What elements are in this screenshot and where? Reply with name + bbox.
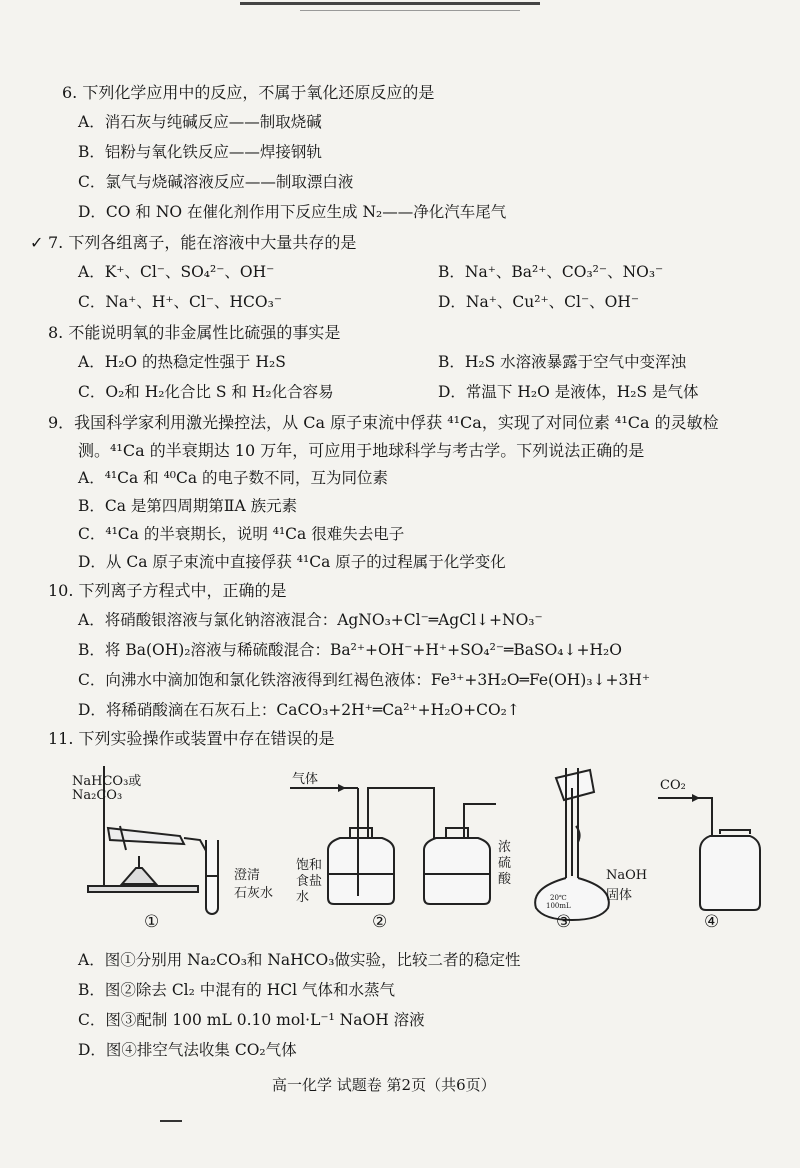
bottle-4-mouth [720,830,750,834]
heated-tube [108,828,184,844]
figure-4-number: ④ [704,912,720,932]
q7-option-b: B．Na⁺、Ba²⁺、CO₃²⁻、NO₃⁻ [438,263,664,281]
q11-option-c: C．图③配制 100 mL 0.10 mol·L⁻¹ NaOH 溶液 [78,1011,425,1029]
wash-bottle-1 [328,838,394,904]
q7-option-a: A．K⁺、Cl⁻、SO₄²⁻、OH⁻ [78,263,275,281]
q6-option-b: B．铝粉与氧化铁反应——焊接钢轨 [78,143,322,161]
q6-option-a: A．消石灰与纯碱反应——制取烧碱 [78,113,322,131]
d2-brine-label-2: 食盐 [296,874,323,889]
q8-stem: 8. 不能说明氧的非金属性比硫强的事实是 [48,323,341,342]
q8-option-a: A．H₂O 的热稳定性强于 H₂S [78,353,286,371]
apparatus-figures [60,758,780,938]
pouring-beaker [556,770,594,800]
q7-stem: 7. 下列各组离子，能在溶液中大量共存的是 [48,233,357,252]
q8-option-b: B．H₂S 水溶液暴露于空气中变浑浊 [438,353,687,371]
q11-stem: 11. 下列实验操作或装置中存在错误的是 [48,729,335,748]
figure-1-number: ① [144,912,160,932]
q8-option-d: D．常温下 H₂O 是液体，H₂S 是气体 [438,383,699,401]
q10-option-b: B．将 Ba(OH)₂溶液与稀硫酸混合：Ba²⁺+OH⁻+H⁺+SO₄²⁻═BaSO₄↓+H₂O [78,641,622,659]
q9-option-b: B．Ca 是第四周期第ⅡA 族元素 [78,497,298,515]
d3-naoh-label-2: 固体 [606,888,633,903]
q9-option-c: C．⁴¹Ca 的半衰期长，说明 ⁴¹Ca 很难失去电子 [78,525,405,543]
stand-base [88,886,198,892]
d2-gas-label: 气体 [292,772,319,787]
d1-reagent-label-1: NaHCO₃或 [72,774,142,789]
q11-option-b: B．图②除去 Cl₂ 中混有的 HCl 气体和水蒸气 [78,981,395,999]
d3-naoh-label-1: NaOH [606,868,648,883]
q6-option-d: D．CO 和 NO 在催化剂作用下反应生成 N₂——净化汽车尾气 [78,203,507,221]
d2-brine-label-3: 水 [296,890,310,905]
d3-flask-label-2: 100mL [546,902,571,910]
q9-stem-line1: 9．我国科学家利用激光操控法，从 Ca 原子束流中俘获 ⁴¹Ca，实现了对同位素 ⁴¹Ca 的灵敏检 [48,413,719,432]
wash-bottle-2 [424,838,490,904]
check-mark-icon: ✓ [30,233,44,252]
top-rule [240,2,540,5]
q6-stem: 6. 下列化学应用中的反应，不属于氧化还原反应的是 [62,83,435,102]
d1-reagent-label-2: Na₂CO₃ [72,788,123,803]
q11-option-a: A．图①分别用 Na₂CO₃和 NaHCO₃做实验，比较二者的稳定性 [78,951,521,969]
volumetric-flask [535,878,609,920]
figure-3-number: ③ [556,912,572,932]
d2-acid-label-3: 酸 [498,872,512,887]
figure-2-number: ② [372,912,388,932]
alcohol-lamp [122,868,156,884]
q11-option-d: D．图④排空气法收集 CO₂气体 [78,1041,297,1059]
q10-stem: 10. 下列离子方程式中，正确的是 [48,581,287,600]
d1-limewater-label-2: 石灰水 [234,886,274,901]
top-rule-thin [300,10,520,11]
d2-acid-label-2: 硫 [498,856,512,871]
q7-option-d: D．Na⁺、Cu²⁺、Cl⁻、OH⁻ [438,293,640,311]
gas-collecting-bottle [700,836,760,910]
q9-option-d: D．从 Ca 原子束流中直接俘获 ⁴¹Ca 原子的过程属于化学变化 [78,553,506,571]
q8-option-c: C．O₂和 H₂化合比 S 和 H₂化合容易 [78,383,334,401]
page-footer: 高一化学 试题卷 第2页（共6页） [272,1076,496,1094]
co2-arrow-head [692,794,700,802]
d1-limewater-label-1: 澄清 [234,868,261,883]
q9-stem-line2: 测。⁴¹Ca 的半衰期达 10 万年，可应用于地球科学与考古学。下列说法正确的是 [78,441,645,460]
q10-option-c: C．向沸水中滴加饱和氯化铁溶液得到红褐色液体：Fe³⁺+3H₂O═Fe(OH)₃↓+3H⁺ [78,671,651,689]
q6-option-c: C．氯气与烧碱溶液反应——制取漂白液 [78,173,354,191]
q10-option-d: D．将稀硝酸滴在石灰石上：CaCO₃+2H⁺═Ca²⁺+H₂O+CO₂↑ [78,701,520,719]
d3-flask-label-1: 20℃ [550,894,567,902]
q7-option-c: C．Na⁺、H⁺、Cl⁻、HCO₃⁻ [78,293,283,311]
d2-acid-label-1: 浓 [498,840,512,855]
d2-brine-label-1: 饱和 [296,858,323,873]
bottom-mark [160,1120,182,1122]
d4-co2-label: CO₂ [660,778,686,793]
q9-option-a: A．⁴¹Ca 和 ⁴⁰Ca 的电子数不同，互为同位素 [78,469,389,487]
q10-option-a: A．将硝酸银溶液与氯化钠溶液混合：AgNO₃+Cl⁻═AgCl↓+NO₃⁻ [78,611,543,629]
gas-arrow-head [338,784,346,792]
